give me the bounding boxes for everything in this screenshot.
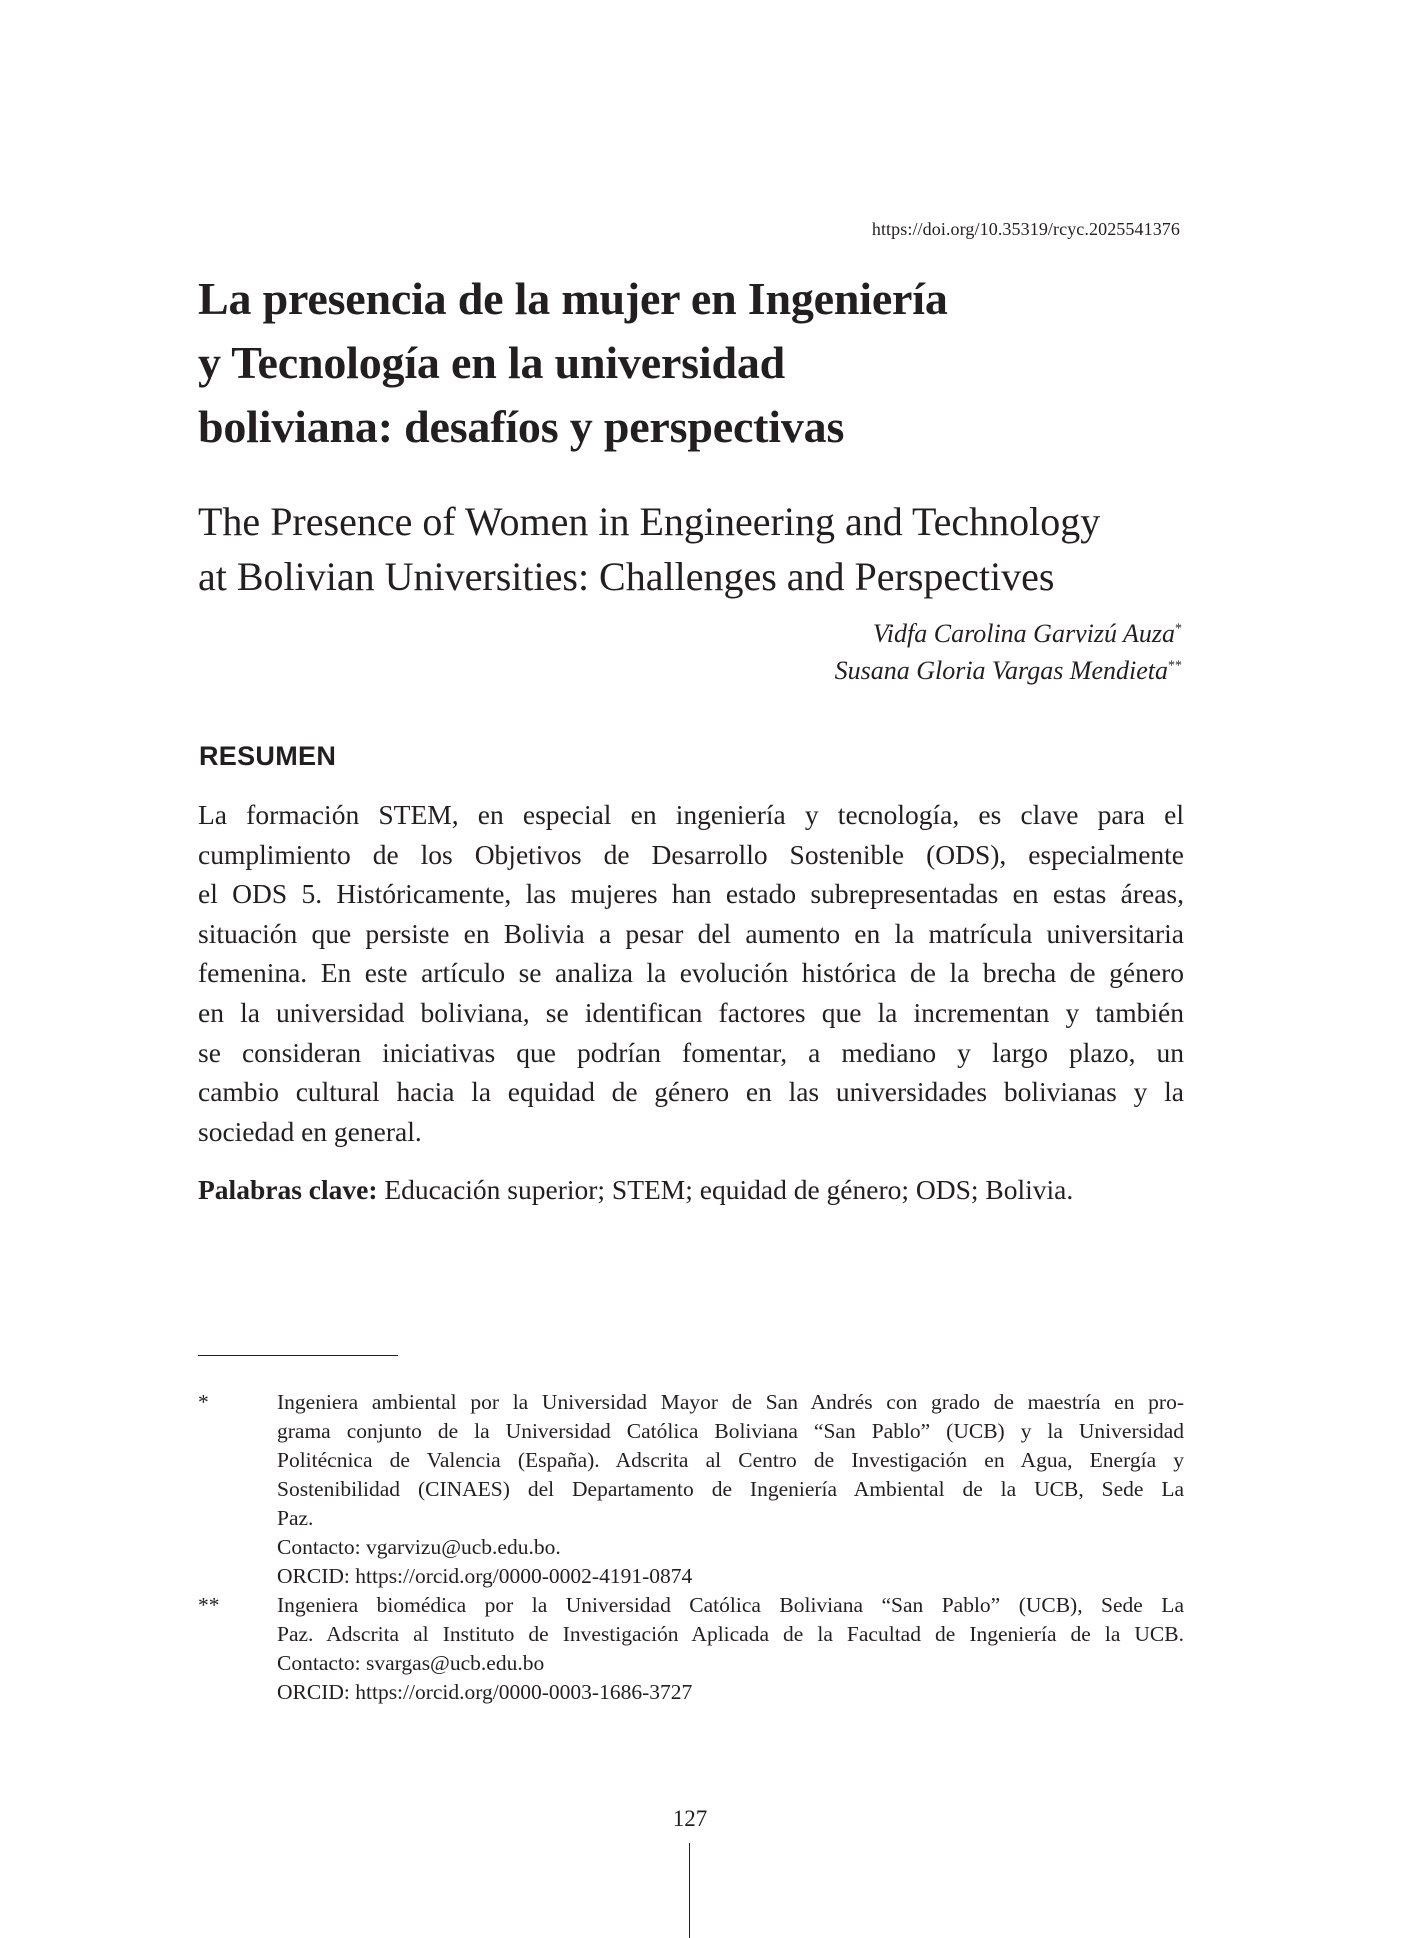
author [700,615,1182,652]
footnotes [198,1388,1184,1707]
abstract-line: situación que persiste en Bolivia a pesar del aumento en la matrícula universitaria [198,917,1184,949]
keywords [198,1171,1198,1209]
title-english-line: at Bolivian Universities: Challenges and Perspectives [198,554,1055,599]
footnote-mark: ** [198,1593,220,1617]
footnote-line: Paz. [277,1506,314,1530]
author-name: Susana Gloria Vargas Mendieta [834,656,1168,685]
title-spanish-line: y Tecnología en la universidad [198,337,786,388]
footnote-line: Ingeniera ambiental por la Universidad Mayor de San Andrés con grado de maestría en pro- [277,1390,1184,1414]
footnote-line: Politécnica de Valencia (España). Adscrita al Centro de Investigación en Agua, Energía y [277,1448,1184,1472]
title-english-line: The Presence of Women in Engineering and Technology [198,499,1101,544]
author-name: Vidfa Carolina Garvizú Auza [872,619,1175,648]
footnote-orcid[interactable]: ORCID: https://orcid.org/0000-0002-4191-0874 [277,1564,693,1588]
page-number-rule [689,1843,690,1938]
title-spanish-line: boliviana: desafíos y perspectivas [198,401,845,452]
abstract-line: femenina. En este artículo se analiza la evolución histórica de la brecha de género [198,957,1184,989]
footnote-contact[interactable]: Contacto: vgarvizu@ucb.edu.bo. [277,1535,561,1559]
abstract-body [198,795,1184,1151]
keywords-label: Palabras clave: [198,1174,378,1205]
doi-link[interactable]: https://doi.org/10.35319/rcyc.2025541376 [871,219,1180,239]
author-list [700,615,1182,689]
author-footnote-mark[interactable]: ** [1168,658,1182,674]
abstract-heading: RESUMEN [199,741,337,771]
footnote [198,1591,1184,1707]
footnote-divider [198,1355,398,1356]
abstract-line: sociedad en general. [198,1115,422,1147]
abstract-line: se consideran iniciativas que podrían fomentar, a mediano y largo plazo, un [198,1036,1184,1068]
abstract-line: cumplimiento de los Objetivos de Desarrollo Sostenible (ODS), especialmente [198,838,1184,870]
footnote-mark: * [198,1390,209,1414]
abstract-line: cambio cultural hacia la equidad de género en las universidades bolivianas y la [198,1076,1184,1108]
footnote-line: grama conjunto de la Universidad Católica Boliviana “San Pablo” (UCB) y la Universidad [277,1419,1184,1443]
footnote-line: Paz. Adscrita al Instituto de Investigación Aplicada de la Facultad de Ingeniería de la UCB. [277,1622,1184,1646]
title-spanish-line: La presencia de la mujer en Ingeniería [198,273,948,324]
footnote-orcid[interactable]: ORCID: https://orcid.org/0000-0003-1686-3727 [277,1680,693,1704]
title-english [198,494,1198,604]
footnote-contact[interactable]: Contacto: svargas@ucb.edu.bo [277,1651,545,1675]
title-spanish [198,267,1098,459]
author [700,652,1182,689]
abstract-line: el ODS 5. Históricamente, las mujeres han estado subrepresentadas en estas áreas, [198,878,1184,910]
abstract-line: en la universidad boliviana, se identifican factores que la incrementan y también [198,996,1184,1028]
footnote-line: Ingeniera biomédica por la Universidad Católica Boliviana “San Pablo” (UCB), Sede La [277,1593,1184,1617]
keywords-text: Educación superior; STEM; equidad de género; ODS; Bolivia. [384,1174,1074,1205]
footnote [198,1388,1184,1591]
author-footnote-mark[interactable]: * [1175,621,1182,637]
footnote-line: Sostenibilidad (CINAES) del Departamento de Ingeniería Ambiental de la UCB, Sede La [277,1477,1184,1501]
page-number: 127 [672,1806,708,1831]
abstract-line: La formación STEM, en especial en ingeniería y tecnología, es clave para el [198,799,1184,830]
